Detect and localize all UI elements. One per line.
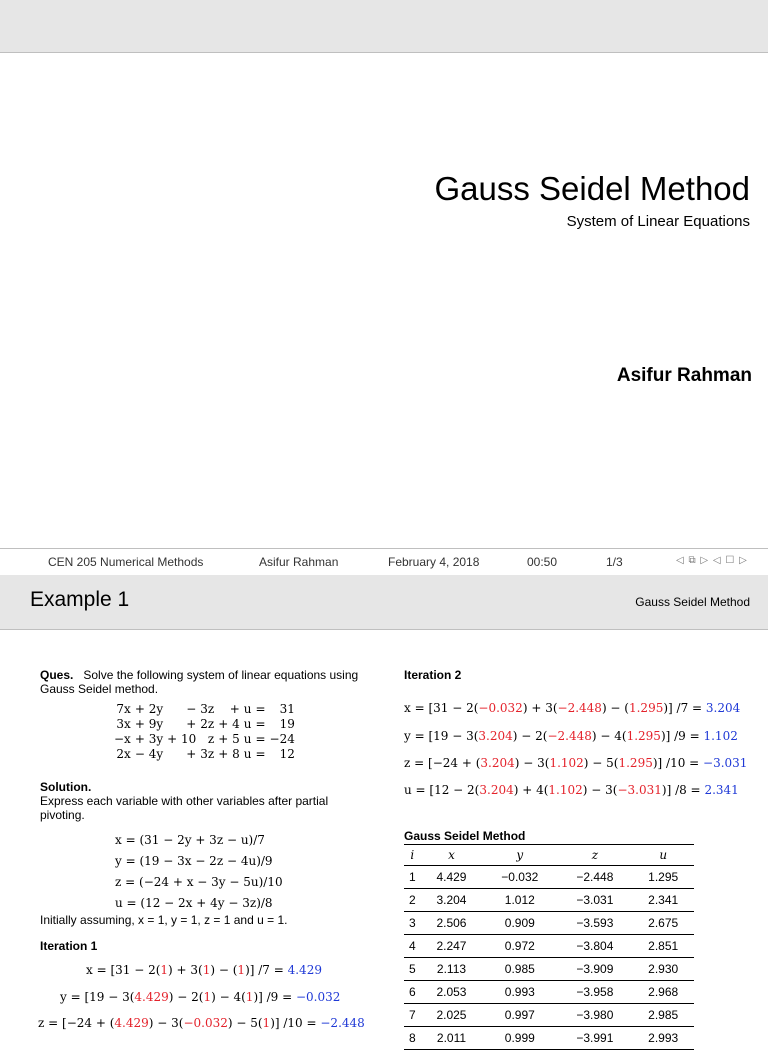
eq-sub: −0.032	[478, 701, 523, 715]
table-cell: 3.204	[421, 889, 483, 912]
slide-title: Gauss Seidel Method	[434, 170, 750, 207]
eq-sub: 1	[203, 990, 212, 1004]
table-cell: 2	[404, 889, 421, 912]
expressions	[115, 830, 283, 914]
eq-text: )] /7 =	[245, 963, 288, 977]
eq-text: ) − 4(	[211, 990, 246, 1004]
eq-text: z = [−24 + (	[38, 1016, 115, 1030]
slide2-title: Example 1	[30, 588, 130, 611]
equation-system	[112, 702, 297, 762]
expression-y: y = (19 − 3x − 2z − 4u)/9	[115, 854, 273, 868]
expression-z: z = (−24 + x − 3y − 5u)/10	[115, 875, 283, 889]
table-cell: 5	[404, 958, 421, 981]
table-cell: −0.032	[482, 866, 557, 889]
table-cell: 0.985	[482, 958, 557, 981]
table-cell: 7	[404, 1004, 421, 1027]
table-cell: 4.429	[421, 866, 483, 889]
system-term: + 4	[218, 717, 240, 731]
eq-sub: 3.204	[478, 729, 513, 743]
eq-sub: 3.204	[480, 756, 515, 770]
table-cell: 2.968	[632, 981, 694, 1004]
eq-sub: 1.102	[548, 783, 583, 797]
eq-sub: 1.295	[628, 701, 664, 715]
eq-sub: 1	[202, 963, 211, 977]
table-cell: 2.341	[632, 889, 694, 912]
eq-sub: −2.448	[547, 729, 592, 743]
table-cell: 2.011	[421, 1027, 483, 1050]
system-term: 7x	[116, 702, 131, 716]
table-cell: 1.295	[632, 866, 694, 889]
initial-assumption: Initially assuming, x = 1, y = 1, z = 1 and u = 1.	[40, 913, 288, 927]
eq-result: 1.102	[703, 729, 738, 743]
table-cell: 6	[404, 981, 421, 1004]
table-cell: −3.593	[557, 912, 632, 935]
system-term: + 5	[218, 732, 240, 746]
iter2-y-eq	[404, 729, 738, 743]
eq-result: −0.032	[295, 990, 341, 1004]
iteration1-label: Iteration 1	[40, 939, 98, 953]
slide-subtitle: System of Linear Equations	[566, 213, 750, 230]
table-cell: −2.448	[557, 866, 632, 889]
iteration2-label: Iteration 2	[404, 668, 462, 682]
table-cell: −3.980	[557, 1004, 632, 1027]
eq-text: ) − 3(	[514, 756, 550, 770]
eq-result: 3.204	[705, 701, 741, 715]
table-cell: 2.985	[632, 1004, 694, 1027]
eq-text: )] /10 =	[652, 756, 704, 770]
system-term: =	[255, 702, 266, 716]
iter1-z-eq	[38, 1016, 365, 1030]
eq-sub: 4.429	[134, 990, 169, 1004]
system-term: 2x	[116, 747, 131, 761]
system-term: + 10	[167, 732, 197, 746]
slide-author: Asifur Rahman	[616, 365, 752, 386]
table-cell: −3.958	[557, 981, 632, 1004]
table-cell: 2.113	[421, 958, 483, 981]
table-cell: 0.997	[482, 1004, 557, 1027]
system-term: +	[229, 702, 240, 716]
footer-course: CEN 205 Numerical Methods	[48, 555, 204, 569]
system-term: 19	[279, 717, 295, 731]
eq-sub: −0.032	[183, 1016, 228, 1030]
eq-text: ) + 3(	[168, 963, 203, 977]
eq-sub: 1.295	[618, 756, 653, 770]
system-term: 3x	[116, 717, 131, 731]
system-term: z	[207, 732, 215, 746]
eq-text: ) + 3(	[522, 701, 558, 715]
iter1-x-eq	[86, 963, 322, 977]
system-term: 31	[279, 702, 295, 716]
eq-text: x = [31 − 2(	[404, 701, 479, 715]
system-term: + 3y	[134, 732, 164, 746]
eq-text: ) − 3(	[148, 1016, 184, 1030]
table-cell: 8	[404, 1027, 421, 1050]
system-row	[112, 747, 297, 762]
table-row	[404, 1004, 694, 1027]
eq-text: y = [19 − 3(	[60, 990, 135, 1004]
table-row	[404, 866, 694, 889]
table-header-cell: x	[421, 845, 483, 866]
table-cell: 2.675	[632, 912, 694, 935]
eq-sub: 1.295	[626, 729, 661, 743]
footer-author: Asifur Rahman	[259, 555, 339, 569]
eq-text: ) − 5(	[583, 756, 619, 770]
system-term: +	[186, 747, 197, 761]
system-term: 3z	[200, 702, 215, 716]
table-cell: 2.025	[421, 1004, 483, 1027]
table-cell: 1	[404, 866, 421, 889]
system-term: =	[255, 732, 266, 746]
table-cell: 0.909	[482, 912, 557, 935]
system-term: −24	[269, 732, 295, 746]
iter2-u-eq	[404, 783, 739, 797]
question-label: Ques.	[40, 668, 74, 682]
table-cell: 4	[404, 935, 421, 958]
system-term: =	[255, 747, 266, 761]
table-header-cell: z	[557, 845, 632, 866]
system-term: +	[186, 717, 197, 731]
table-row	[404, 912, 694, 935]
table-cell: 0.999	[482, 1027, 557, 1050]
footer-page: 1/3	[606, 555, 623, 569]
table-cell: 0.972	[482, 935, 557, 958]
table-cell: −3.991	[557, 1027, 632, 1050]
table-cell: 2.506	[421, 912, 483, 935]
solution-block	[40, 780, 360, 822]
system-row	[112, 717, 297, 732]
system-term: 3z	[200, 747, 215, 761]
eq-result: 2.341	[704, 783, 739, 797]
footer-time: 00:50	[527, 555, 558, 569]
expression-x: x = (31 − 2y + 3z − u)/7	[115, 833, 265, 847]
system-term: + 9y	[134, 717, 164, 731]
table-cell: 1.012	[482, 889, 557, 912]
eq-text: )] /8 =	[661, 783, 705, 797]
system-row	[112, 732, 297, 747]
table-cell: 2.851	[632, 935, 694, 958]
eq-sub: 1.102	[549, 756, 584, 770]
eq-text: ) − 2(	[168, 990, 204, 1004]
footer-date: February 4, 2018	[388, 555, 480, 569]
table-row	[404, 1027, 694, 1050]
question-text: Solve the following system of linear equations using Gauss Seidel method.	[40, 668, 359, 696]
eq-sub: 1	[237, 963, 246, 977]
table-row	[404, 935, 694, 958]
gauss-seidel-table	[404, 844, 694, 1050]
system-term: 12	[279, 747, 295, 761]
table-cell: 0.993	[482, 981, 557, 1004]
table-cell: 3	[404, 912, 421, 935]
table-cell: −3.804	[557, 935, 632, 958]
eq-text: ) − (	[210, 963, 238, 977]
table-row	[404, 889, 694, 912]
slide-footer	[0, 548, 768, 576]
system-term: u	[243, 702, 252, 716]
eq-sub: 1	[245, 990, 254, 1004]
eq-text: ) − (	[601, 701, 629, 715]
system-term: − 4y	[134, 747, 164, 761]
table-cell: −3.031	[557, 889, 632, 912]
eq-sub: −2.448	[557, 701, 602, 715]
eq-result: 4.429	[287, 963, 322, 977]
table-title: Gauss Seidel Method	[404, 829, 526, 843]
solution-label: Solution.	[40, 780, 92, 794]
eq-sub: 4.429	[114, 1016, 149, 1030]
system-term: −x	[114, 732, 131, 746]
eq-text: ) − 4(	[591, 729, 627, 743]
eq-sub: 3.204	[479, 783, 514, 797]
eq-result: −2.448	[320, 1016, 365, 1030]
slide2-section-label: Gauss Seidel Method	[635, 595, 750, 609]
eq-text: z = [−24 + (	[404, 756, 481, 770]
eq-sub: −3.031	[617, 783, 662, 797]
table-cell: 2.993	[632, 1027, 694, 1050]
table-header-cell: i	[404, 845, 421, 866]
eq-result: −3.031	[703, 756, 748, 770]
expression-u: u = (12 − 2x + 4y − 3z)/8	[115, 896, 273, 910]
iter2-x-eq	[404, 701, 740, 715]
system-term: u	[243, 717, 252, 731]
iter1-y-eq	[60, 990, 340, 1004]
system-row	[112, 702, 297, 717]
eq-text: y = [19 − 3(	[404, 729, 479, 743]
eq-text: u = [12 − 2(	[404, 783, 480, 797]
system-term: + 8	[218, 747, 240, 761]
iter2-z-eq	[404, 756, 747, 770]
eq-sub: 1	[160, 963, 169, 977]
table-cell: 2.247	[421, 935, 483, 958]
system-term: 2z	[200, 717, 215, 731]
system-term: =	[255, 717, 266, 731]
eq-text: ) − 5(	[227, 1016, 263, 1030]
eq-text: )] /9 =	[253, 990, 296, 1004]
eq-text: )] /10 =	[270, 1016, 321, 1030]
eq-sub: 1	[262, 1016, 271, 1030]
system-term: −	[186, 702, 197, 716]
eq-text: )] /9 =	[660, 729, 704, 743]
eq-text: )] /7 =	[663, 701, 706, 715]
table-header-cell: u	[632, 845, 694, 866]
eq-text: x = [31 − 2(	[86, 963, 161, 977]
eq-text: ) − 2(	[512, 729, 548, 743]
slide1-header-bar	[0, 0, 768, 53]
table-cell: −3.909	[557, 958, 632, 981]
table-cell: 2.053	[421, 981, 483, 1004]
table-cell: 2.930	[632, 958, 694, 981]
table-row	[404, 958, 694, 981]
system-term: u	[243, 747, 252, 761]
table-row	[404, 981, 694, 1004]
system-term: u	[243, 732, 252, 746]
question-block	[40, 668, 375, 696]
system-term: + 2y	[134, 702, 164, 716]
table-header-cell: y	[482, 845, 557, 866]
beamer-nav-icons[interactable]: ◁ ⧉ ▷ ◁ ☐ ▷	[676, 555, 748, 566]
eq-text: ) + 4(	[513, 783, 549, 797]
eq-text: ) − 3(	[582, 783, 618, 797]
solution-text: Express each variable with other variables after partial pivoting.	[40, 794, 329, 822]
